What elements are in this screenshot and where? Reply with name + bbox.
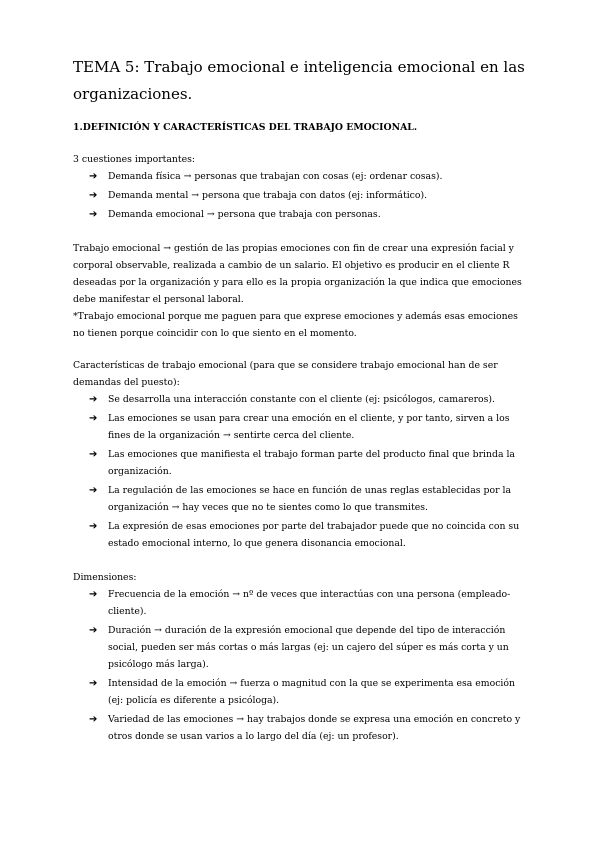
caracteristicas-intro: Características de trabajo emocional (para que se considere trabajo emocional han de ser demandas del puesto): [73, 360, 498, 388]
document-page [73, 54, 529, 747]
cuestiones-list [73, 168, 529, 223]
list-item: ➔ La regulación de las emociones se hace en función de unas reglas establecidas por la organización → hay veces que no te sientes como lo que transmites. [89, 482, 529, 516]
arrow-bullet-icon: ➔ [89, 449, 98, 460]
list-item: ➔ Demanda mental → persona que trabaja con datos (ej: informático). [89, 187, 529, 204]
arrow-bullet-icon: ➔ [89, 171, 98, 182]
list-item: ➔ La expresión de esas emociones por parte del trabajador puede que no coincida con su estado emocional interno, lo que genera disonancia emocional. [89, 518, 529, 552]
arrow-bullet-icon: ➔ [89, 190, 98, 201]
document-title: TEMA 5: Trabajo emocional e inteligencia emocional en las organizaciones. [73, 58, 525, 103]
arrow-bullet-icon: ➔ [89, 678, 98, 689]
list-item: ➔ Las emociones se usan para crear una emoción en el cliente, y por tanto, sirven a los fines de la organización → sentirte cerca del cliente. [89, 410, 529, 444]
list-item: ➔ Demanda emocional → persona que trabaja con personas. [89, 206, 529, 223]
definicion-paragraph: Trabajo emocional → gestión de las propias emociones con fin de crear una expresión facial y corporal observable, realizada a cambio de un salario. El objetivo es producir en el cliente R deseadas por la organización y para ello es la propia organización la que indica que emociones debe manifestar el personal laboral. [73, 243, 522, 305]
list-item: ➔ Las emociones que manifiesta el trabajo forman parte del producto final que brinda la organización. [89, 446, 529, 480]
list-item: ➔ Se desarrolla una interacción constante con el cliente (ej: psicólogos, camareros). [89, 391, 529, 408]
caracteristicas-list [73, 391, 529, 552]
list-item: ➔ Variedad de las emociones → hay trabajos donde se expresa una emoción en concreto y otros donde se usan varios a lo largo del día (ej: un profesor). [89, 711, 529, 745]
nota-paragraph: *Trabajo emocional porque me paguen para que exprese emociones y además esas emociones no tienen porque coincidir con lo que siento en el momento. [73, 311, 518, 339]
dimensiones-list [73, 586, 529, 745]
cuestiones-intro: 3 cuestiones importantes: [73, 154, 196, 165]
arrow-bullet-icon: ➔ [89, 394, 98, 405]
arrow-bullet-icon: ➔ [89, 209, 98, 220]
dimensiones-intro: Dimensiones: [73, 572, 137, 583]
arrow-bullet-icon: ➔ [89, 413, 98, 424]
arrow-bullet-icon: ➔ [89, 485, 98, 496]
list-item: ➔ Demanda física → personas que trabajan con cosas (ej: ordenar cosas). [89, 168, 529, 185]
section-heading: 1.DEFINICIÓN Y CARACTERÍSTICAS DEL TRABAJO EMOCIONAL. [73, 122, 418, 133]
arrow-bullet-icon: ➔ [89, 589, 98, 600]
list-item: ➔ Intensidad de la emoción → fuerza o magnitud con la que se experimenta esa emoción (ej: policía es diferente a psicóloga). [89, 675, 529, 709]
arrow-bullet-icon: ➔ [89, 714, 98, 725]
arrow-bullet-icon: ➔ [89, 625, 98, 636]
arrow-bullet-icon: ➔ [89, 521, 98, 532]
list-item: ➔ Duración → duración de la expresión emocional que depende del tipo de interacción social, pueden ser más cortas o más largas (ej: un cajero del súper es más corta y un psicólogo más larga). [89, 622, 529, 673]
list-item: ➔ Frecuencia de la emoción → nº de veces que interactúas con una persona (empleado-cliente). [89, 586, 529, 620]
